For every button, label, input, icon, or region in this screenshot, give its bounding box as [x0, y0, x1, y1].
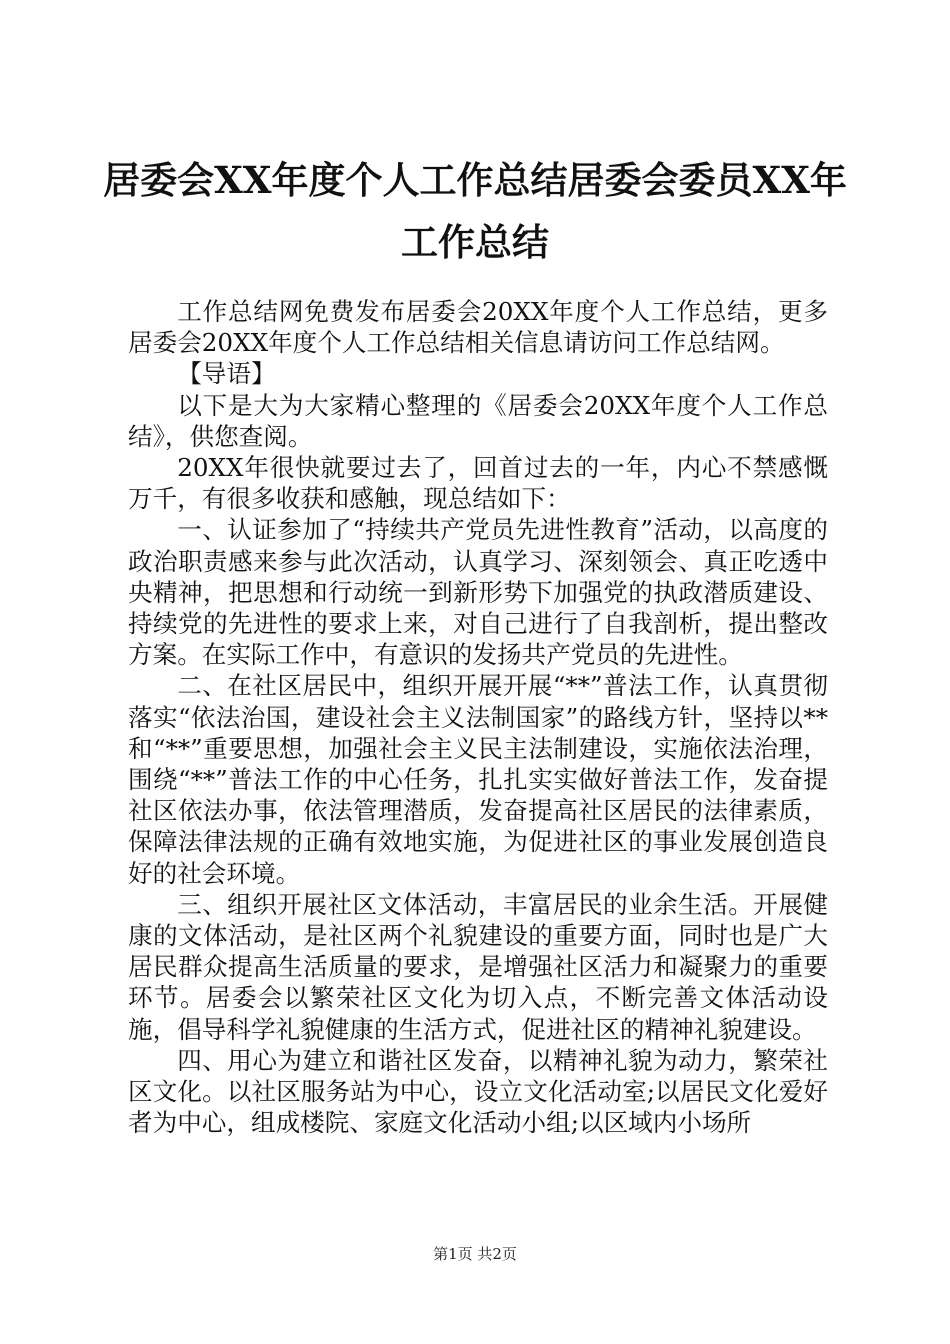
- paragraph-section-2: 二、在社区居民中，组织开展开展“**”普法工作，认真贯彻落实“依法治国，建设社会主义法制国家”的路线方针，坚持以**和“**”重要思想，加强社会主义民主法制建设，实施依法治理，围绕“**”普法工作的中心任务，扎扎实实做好普法工作，发奋提社区依法办事，依法管理潜质，发奋提高社区居民的法律素质，保障法律法规的正确有效地实施，为促进社区的事业发展创造良好的社会环境。: [128, 671, 828, 888]
- paragraph-section-1: 一、认证参加了“持续共产党员先进性教育”活动，以高度的政治职责感来参与此次活动，认真学习、深刻领会、真正吃透中央精神，把思想和行动统一到新形势下加强党的执政潜质建设、持续党的先进性的要求上来，对自己进行了自我剖析，提出整改方案。在实际工作中，有意识的发扬共产党员的先进性。: [128, 515, 828, 670]
- paragraph-lead-label: 【导语】: [177, 359, 276, 389]
- document-title-line-1: 居委会XX年度个人工作总结居委会委员XX年: [103, 158, 847, 202]
- document-body: [128, 296, 828, 1138]
- paragraph-section-4: 四、用心为建立和谐社区发奋，以精神礼貌为动力，繁荣社区文化。以社区服务站为中心，设立文化活动室;以居民文化爱好者为中心，组成楼院、家庭文化活动小组;以区域内小场所: [128, 1045, 828, 1138]
- paragraph-lead: 以下是大为大家精心整理的《居委会20XX年度个人工作总结》，供您查阅。: [128, 390, 828, 451]
- paragraph-opening: 20XX年很快就要过去了，回首过去的一年，内心不禁感慨万千，有很多收获和感触，现总结如下：: [128, 453, 828, 514]
- paragraph-intro: 工作总结网免费发布居委会20XX年度个人工作总结，更多居委会20XX年度个人工作总结相关信息请访问工作总结网。: [128, 297, 828, 358]
- page-footer: 第1页 共2页: [433, 1245, 517, 1263]
- paragraph-section-3: 三、组织开展社区文体活动，丰富居民的业余生活。开展健康的文体活动，是社区两个礼貌建设的重要方面，同时也是广大居民群众提高生活质量的要求，是增强社区活力和凝聚力的重要环节。居委会以繁荣社区文化为切入点，不断完善文体活动设施，倡导科学礼貌健康的生活方式，促进社区的精神礼貌建设。: [128, 889, 828, 1044]
- document-title-line-2: 工作总结: [401, 220, 549, 264]
